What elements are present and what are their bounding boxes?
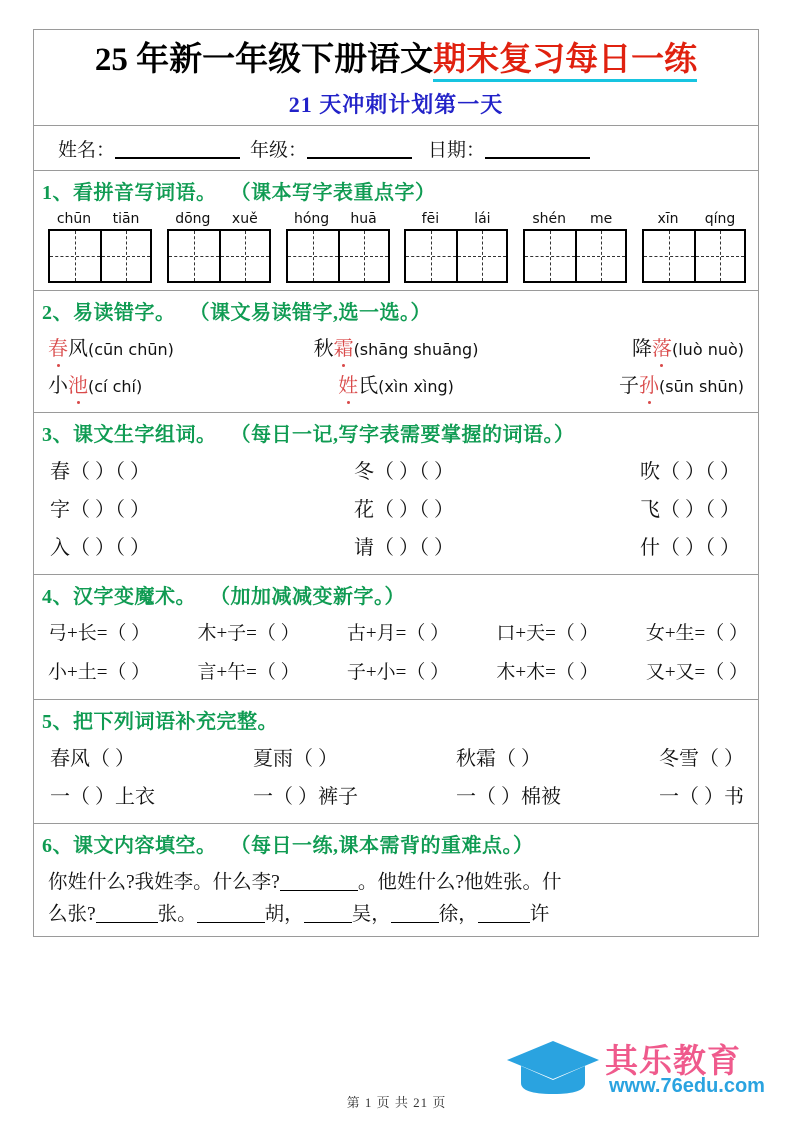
name-label: 姓名： (58, 140, 116, 162)
answer-brackets[interactable]: （ ）（ ） (660, 499, 740, 522)
section-5-body (34, 738, 758, 823)
tianzige-cell[interactable] (694, 231, 744, 281)
title-black-part: 25 年新一年级下册语文 (94, 42, 434, 78)
pinyin-syllable: dōng (175, 211, 211, 228)
section-3-note: （每日一记,写字表需要掌握的词语。） (230, 424, 575, 447)
tianzige-box[interactable] (523, 229, 627, 283)
pinyin-word-item (404, 211, 508, 283)
word-char: 子 (619, 375, 640, 398)
fill-text-7: 徐， (438, 903, 478, 925)
word-building-row (34, 529, 758, 567)
grade-input-line[interactable] (307, 157, 412, 159)
pinyin-syllable: hóng (293, 211, 330, 228)
section-6-note: （每日一练,课本需背的重难点。） (230, 835, 534, 858)
complete-phrase-item[interactable]: 一（ ）书 (659, 786, 744, 809)
fill-blank-1[interactable] (280, 890, 358, 891)
word-building-item[interactable] (516, 533, 748, 563)
section-2-note: （课文易读错字,选一选。） (189, 302, 431, 325)
section-5-title: 把下列词语补充完整。 (73, 711, 278, 734)
char-magic-item[interactable]: 言+午=（ ） (197, 661, 300, 683)
highlighted-char: 落 (652, 334, 672, 365)
pinyin-syllable: qíng (704, 211, 736, 228)
complete-phrase-item[interactable]: 一（ ）棉被 (456, 786, 561, 809)
word-building-item[interactable] (50, 457, 274, 487)
base-char: 花 (354, 499, 374, 522)
char-magic-item[interactable]: 小+土=（ ） (48, 661, 151, 683)
char-magic-item[interactable]: 子+小=（ ） (346, 661, 450, 683)
section-1 (34, 171, 758, 291)
base-char: 飞 (640, 499, 660, 522)
char-magic-item[interactable]: 又+又=（ ） (645, 661, 748, 683)
tianzige-cell[interactable] (169, 231, 219, 281)
date-input-line[interactable] (485, 157, 590, 159)
tianzige-box[interactable] (404, 229, 508, 283)
easy-mistake-item[interactable] (280, 371, 512, 402)
easy-mistake-item[interactable] (512, 371, 744, 402)
pinyin-word-item (167, 211, 271, 283)
section-3 (34, 413, 758, 575)
fill-text-6: 吴， (351, 903, 391, 925)
answer-brackets[interactable]: （ ）（ ） (70, 499, 150, 522)
pinyin-choices[interactable]: (xìn xìng) (378, 377, 454, 397)
student-info-band (34, 126, 758, 171)
fill-blank-6[interactable] (478, 922, 530, 923)
watermark (505, 1031, 785, 1101)
pinyin-syllable: chūn (56, 211, 92, 228)
section-5-number: 5、 (42, 711, 73, 734)
fill-text-3: 么张? (48, 903, 96, 925)
pinyin-syllable: shén (532, 211, 567, 228)
fill-text-8: 许 (529, 903, 550, 925)
char-magic-item[interactable]: 木+子=（ ） (197, 623, 300, 645)
pinyin-word-item (523, 211, 627, 283)
answer-brackets[interactable]: （ ）（ ） (70, 461, 150, 484)
easy-mistake-item[interactable] (48, 371, 280, 402)
title-red-part: 期末复习每日一练 (433, 42, 697, 82)
section-6-header (34, 824, 758, 862)
fill-text-2: 。他姓什么?他姓张。什 (357, 872, 562, 894)
word-char: 风 (68, 338, 88, 361)
section-2-number: 2、 (42, 302, 73, 325)
base-char: 字 (50, 499, 70, 522)
title-band (34, 30, 758, 126)
graduation-cap-icon (505, 1039, 601, 1097)
pinyin-syllable: xīn (657, 211, 679, 228)
easy-mistake-item[interactable] (48, 334, 280, 365)
tianzige-cell[interactable] (456, 231, 506, 281)
highlighted-char: 孙 (639, 371, 659, 402)
easy-mistake-row (34, 368, 758, 405)
name-input-line[interactable] (115, 157, 240, 159)
pinyin-choices[interactable]: (cūn chūn) (88, 340, 174, 360)
section-6 (34, 824, 758, 936)
pinyin-choices[interactable]: (shāng shuāng) (353, 340, 479, 360)
word-char: 小 (48, 375, 68, 398)
word-char: 秋 (313, 338, 334, 361)
base-char: 吹 (640, 461, 660, 484)
pinyin-syllable: huā (350, 211, 377, 228)
complete-phrase-item[interactable]: 秋霜（ ） (456, 748, 541, 771)
answer-brackets[interactable]: （ ）（ ） (70, 537, 150, 560)
section-2 (34, 291, 758, 413)
word-building-row (34, 491, 758, 529)
complete-phrase-item[interactable]: 夏雨（ ） (253, 748, 338, 771)
page-footer: 第 1 页 共 21 页 (346, 1095, 447, 1110)
pinyin-syllable: fēi (421, 211, 440, 228)
section-3-header (34, 413, 758, 451)
easy-mistake-item[interactable] (512, 334, 744, 365)
fill-blank-5[interactable] (391, 922, 439, 923)
fill-blank-3[interactable] (197, 922, 265, 923)
section-6-title: 课文内容填空。 (73, 835, 217, 858)
answer-brackets[interactable]: （ ）（ ） (374, 499, 454, 522)
section-1-note: （课本写字表重点字） (230, 182, 436, 205)
complete-phrase-item[interactable]: 春风（ ） (50, 748, 135, 771)
base-char: 请 (354, 537, 374, 560)
section-2-title: 易读错字。 (73, 302, 176, 325)
section-4-title: 汉字变魔术。 (73, 586, 196, 609)
highlighted-char: 霜 (334, 334, 354, 365)
section-5 (34, 700, 758, 824)
date-label: 日期： (428, 140, 486, 162)
tianzige-cell[interactable] (644, 231, 694, 281)
tianzige-cell[interactable] (100, 231, 150, 281)
tianzige-box[interactable] (642, 229, 746, 283)
base-char: 入 (50, 537, 70, 560)
char-magic-item[interactable]: 古+月=（ ） (346, 623, 450, 645)
section-2-body (34, 329, 758, 412)
word-building-item[interactable] (516, 495, 748, 525)
word-char: 氏 (358, 375, 379, 398)
section-4-header (34, 575, 758, 613)
word-building-item[interactable] (274, 533, 516, 563)
pinyin-labels (286, 211, 390, 227)
complete-phrase-item[interactable]: 冬雪（ ） (659, 748, 744, 771)
fill-blank-4[interactable] (304, 922, 352, 923)
char-magic-item[interactable]: 女+生=（ ） (645, 623, 748, 645)
pinyin-syllable: tiān (112, 211, 140, 228)
section-3-title: 课文生字组词。 (73, 424, 217, 447)
complete-phrase-item[interactable]: 一（ ）裤子 (253, 786, 358, 809)
pinyin-choices[interactable]: (sūn shūn) (659, 377, 744, 397)
tianzige-box[interactable] (286, 229, 390, 283)
pinyin-syllable: xuě (231, 211, 258, 228)
fill-text-5: 胡， (264, 903, 304, 925)
section-4-note: （加加减减变新字。） (210, 586, 405, 609)
complete-phrase-row (34, 740, 758, 778)
section-5-header (34, 700, 758, 738)
section-1-number: 1、 (42, 182, 73, 205)
highlighted-char: 池 (68, 371, 88, 402)
char-magic-item[interactable]: 木+木=（ ） (496, 661, 599, 683)
pinyin-labels (404, 211, 508, 227)
watermark-url: www.76edu.com (609, 1075, 765, 1097)
fill-text-1: 你姓什么?我姓李。什么李? (48, 872, 280, 894)
tianzige-cell[interactable] (338, 231, 388, 281)
fill-text-4: 张。 (157, 903, 197, 925)
pinyin-grid-row (34, 211, 758, 283)
tianzige-cell[interactable] (288, 231, 338, 281)
tianzige-box[interactable] (167, 229, 271, 283)
section-1-header (34, 171, 758, 209)
section-6-body (34, 862, 758, 936)
answer-brackets[interactable]: （ ）（ ） (374, 537, 454, 560)
fill-blank-2[interactable] (96, 922, 158, 923)
pinyin-choices[interactable]: (luò nuò) (671, 340, 744, 360)
tianzige-box[interactable] (48, 229, 152, 283)
section-6-number: 6、 (42, 835, 73, 858)
easy-mistake-row (34, 331, 758, 368)
pinyin-labels (167, 211, 271, 227)
worksheet-page (33, 29, 759, 937)
section-4-number: 4、 (42, 586, 73, 609)
pinyin-syllable: lái (474, 211, 491, 228)
pinyin-word-item (48, 211, 152, 283)
char-magic-row (34, 654, 758, 693)
section-1-title: 看拼音写词语。 (73, 182, 217, 205)
pinyin-word-item (642, 211, 746, 283)
word-building-row (34, 453, 758, 491)
watermark-brand: 其乐教育 (605, 1042, 741, 1079)
complete-phrase-row (34, 778, 758, 816)
word-building-item[interactable] (516, 457, 748, 487)
section-4-body (34, 613, 758, 699)
tianzige-cell[interactable] (219, 231, 269, 281)
tianzige-cell[interactable] (406, 231, 456, 281)
section-3-number: 3、 (42, 424, 73, 447)
highlighted-char: 春 (48, 334, 68, 365)
subtitle: 21 天冲刺计划第一天 (288, 92, 504, 118)
word-building-item[interactable] (274, 495, 516, 525)
section-4 (34, 575, 758, 700)
char-magic-item[interactable]: 弓+长=（ ） (48, 623, 151, 645)
pinyin-syllable: me (590, 211, 613, 228)
word-building-item[interactable] (50, 533, 274, 563)
tianzige-cell[interactable] (575, 231, 625, 281)
base-char: 什 (640, 537, 660, 560)
word-building-item[interactable] (50, 495, 274, 525)
word-building-item[interactable] (274, 457, 516, 487)
section-2-header (34, 291, 758, 329)
answer-brackets[interactable]: （ ）（ ） (660, 461, 740, 484)
char-magic-row (34, 615, 758, 654)
pinyin-labels (523, 211, 627, 227)
tianzige-cell[interactable] (50, 231, 100, 281)
tianzige-cell[interactable] (525, 231, 575, 281)
pinyin-word-item (286, 211, 390, 283)
word-char: 降 (631, 338, 652, 361)
main-title (34, 40, 758, 81)
answer-brackets[interactable]: （ ）（ ） (374, 461, 454, 484)
pinyin-labels (642, 211, 746, 227)
base-char: 春 (50, 461, 70, 484)
easy-mistake-item[interactable] (280, 334, 512, 365)
pinyin-choices[interactable]: (cí chí) (88, 377, 143, 397)
complete-phrase-item[interactable]: 一（ ）上衣 (50, 786, 155, 809)
section-3-body (34, 451, 758, 574)
char-magic-item[interactable]: 口+天=（ ） (496, 623, 599, 645)
base-char: 冬 (354, 461, 374, 484)
grade-label: 年级： (250, 140, 308, 162)
answer-brackets[interactable]: （ ）（ ） (660, 537, 740, 560)
highlighted-char: 姓 (338, 371, 358, 402)
pinyin-labels (48, 211, 152, 227)
